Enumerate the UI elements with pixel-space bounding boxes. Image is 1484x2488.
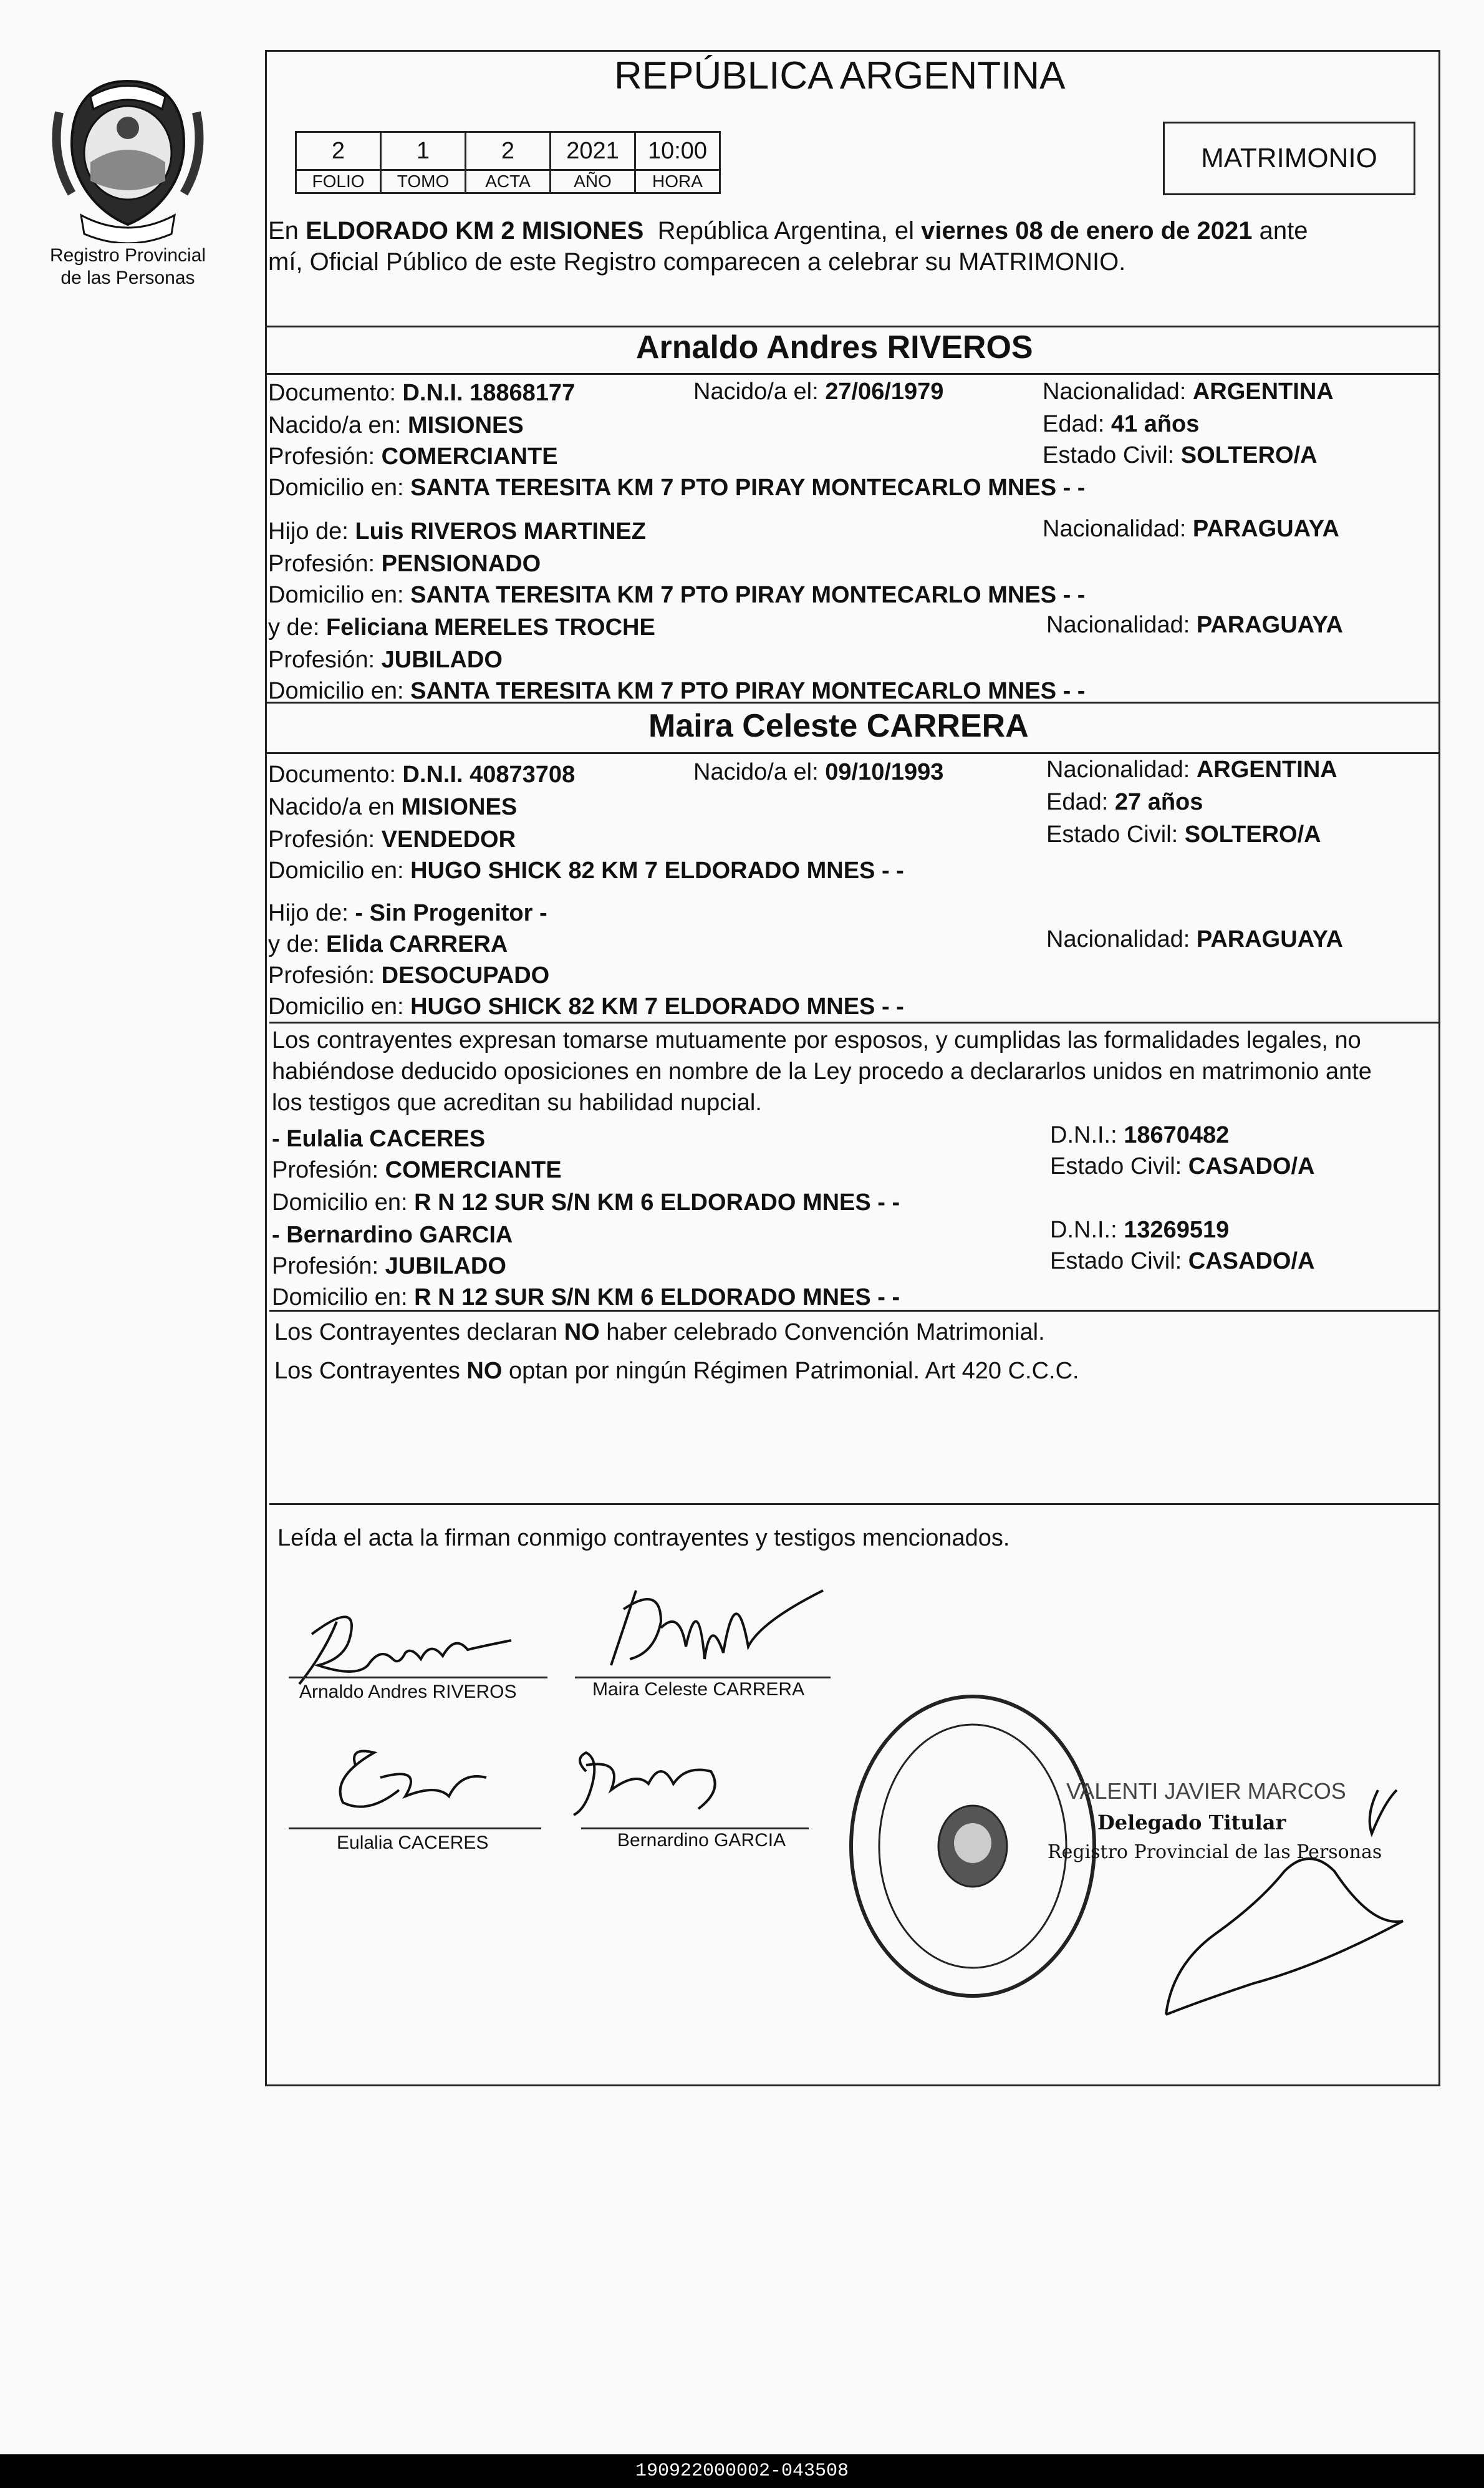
anio-value: 2021 (551, 132, 635, 170)
c2-madre-nacionalidad: Nacionalidad: PARAGUAYA (1046, 926, 1343, 952)
folio-label: FOLIO (296, 170, 381, 193)
intro-line-2: mí, Oficial Público de este Registro comparecen a celebrar su MATRIMONIO. (268, 248, 1126, 276)
document-barcode-footer: 190922000002-043508 (0, 2454, 1484, 2488)
c1-nacido-en: Nacido/a en: MISIONES (268, 412, 524, 438)
contrayente-1-name: Arnaldo Andres RIVEROS (636, 329, 1033, 365)
c1-nacido-el: Nacido/a el: 27/06/1979 (693, 379, 944, 405)
official-signature (1160, 1778, 1428, 2027)
c2-madre: y de: Elida CARRERA (268, 931, 508, 957)
c2-nacionalidad: Nacionalidad: ARGENTINA (1046, 757, 1337, 783)
c1-padre-profesion: Profesión: PENSIONADO (268, 551, 541, 577)
c1-padre-nacionalidad: Nacionalidad: PARAGUAYA (1043, 516, 1339, 542)
signature-line (289, 1827, 541, 1829)
declaracion-line-3: los testigos que acreditan su habilidad nupcial. (272, 1090, 762, 1116)
act-type-box: MATRIMONIO (1163, 122, 1415, 195)
divider (265, 326, 1440, 327)
closing-statement: Leída el acta la firman conmigo contrayentes y testigos mencionados. (277, 1525, 1010, 1551)
c1-madre-profesion: Profesión: JUBILADO (268, 647, 503, 673)
c2-padre: Hijo de: - Sin Progenitor - (268, 900, 547, 926)
c1-domicilio: Domicilio en: SANTA TERESITA KM 7 PTO PIRAY MONTECARLO MNES - - (268, 475, 1086, 501)
signature-line (289, 1677, 547, 1678)
c1-padre-domicilio: Domicilio en: SANTA TERESITA KM 7 PTO PIRAY MONTECARLO MNES - - (268, 582, 1086, 608)
c1-estado-civil: Estado Civil: SOLTERO/A (1043, 442, 1318, 468)
divider (265, 752, 1440, 754)
official-title: Delegado Titular (1097, 1811, 1286, 1834)
c2-domicilio: Domicilio en: HUGO SHICK 82 KM 7 ELDORADO MNES - - (268, 858, 904, 884)
testigo-2-estado-civil: Estado Civil: CASADO/A (1050, 1248, 1315, 1274)
declaracion-line-2: habiéndose deducido oposiciones en nombre de la Ley procedo a declararlos unidos en matrimonio ante (272, 1058, 1372, 1085)
convencion-line-1: Los Contrayentes declaran NO haber celebrado Convención Matrimonial. (274, 1319, 1045, 1345)
c2-nacido-en: Nacido/a en MISIONES (268, 794, 518, 820)
c1-padre: Hijo de: Luis RIVEROS MARTINEZ (268, 518, 646, 545)
signature-name-2: Maira Celeste CARRERA (592, 1679, 805, 1700)
c1-nacionalidad: Nacionalidad: ARGENTINA (1043, 379, 1334, 405)
province-seal-logo (47, 75, 209, 243)
country-title: REPÚBLICA ARGENTINA (614, 54, 1066, 97)
official-name: VALENTI JAVIER MARCOS (1066, 1778, 1346, 1804)
hora-label: HORA (635, 170, 720, 193)
folio-value: 2 (296, 132, 381, 170)
divider (269, 1022, 1440, 1024)
testigo-2-profesion: Profesión: JUBILADO (272, 1253, 506, 1279)
c1-profesion: Profesión: COMERCIANTE (268, 443, 558, 470)
c2-madre-domicilio: Domicilio en: HUGO SHICK 82 KM 7 ELDORADO MNES - - (268, 994, 904, 1020)
c1-madre-domicilio: Domicilio en: SANTA TERESITA KM 7 PTO PIRAY MONTECARLO MNES - - (268, 678, 1086, 704)
hora-value: 10:00 (635, 132, 720, 170)
signature-name-3: Eulalia CACERES (337, 1832, 489, 1853)
tomo-label: TOMO (381, 170, 466, 193)
signature-line (575, 1677, 831, 1678)
c1-documento: Documento: D.N.I. 18868177 (268, 380, 576, 406)
divider (269, 1503, 1440, 1505)
official-registry: Registro Provincial de las Personas (1048, 1841, 1382, 1863)
c1-madre-nacionalidad: Nacionalidad: PARAGUAYA (1046, 612, 1343, 638)
testigo-2-dni: D.N.I.: 13269519 (1050, 1217, 1230, 1243)
acta-label: ACTA (466, 170, 551, 193)
c2-estado-civil: Estado Civil: SOLTERO/A (1046, 821, 1321, 848)
c2-madre-profesion: Profesión: DESOCUPADO (268, 962, 550, 989)
testigo-1-domicilio: Domicilio en: R N 12 SUR S/N KM 6 ELDORADO MNES - - (272, 1189, 900, 1216)
intro-line-1: En ELDORADO KM 2 MISIONES República Argentina, el viernes 08 de enero de 2021 ante (268, 217, 1308, 244)
c2-edad: Edad: 27 años (1046, 789, 1203, 815)
reference-table (295, 131, 721, 194)
contrayente-2-name: Maira Celeste CARRERA (648, 708, 1029, 744)
convencion-line-2: Los Contrayentes NO optan por ningún Régimen Patrimonial. Art 420 C.C.C. (274, 1358, 1079, 1384)
signature-name-4: Bernardino GARCIA (617, 1830, 786, 1851)
testigo-1-dni: D.N.I.: 18670482 (1050, 1122, 1230, 1148)
c2-profesion: Profesión: VENDEDOR (268, 826, 516, 853)
tomo-value: 1 (381, 132, 466, 170)
testigo-2-name: - Bernardino GARCIA (272, 1222, 513, 1248)
anio-label: AÑO (551, 170, 635, 193)
signature-line (581, 1827, 809, 1829)
declaracion-line-1: Los contrayentes expresan tomarse mutuamente por esposos, y cumplidas las formalidades legales, no (272, 1027, 1361, 1053)
acta-value: 2 (466, 132, 551, 170)
c1-edad: Edad: 41 años (1043, 411, 1200, 437)
c2-nacido-el: Nacido/a el: 09/10/1993 (693, 759, 944, 785)
testigo-1-name: - Eulalia CACERES (272, 1126, 486, 1152)
c1-madre: y de: Feliciana MERELES TROCHE (268, 614, 655, 641)
registry-label: Registro Provincial de las Personas (49, 245, 206, 288)
c2-documento: Documento: D.N.I. 40873708 (268, 762, 576, 788)
handwritten-signatures (274, 1572, 860, 1871)
divider (265, 373, 1440, 375)
signature-name-1: Arnaldo Andres RIVEROS (299, 1682, 517, 1702)
testigo-1-estado-civil: Estado Civil: CASADO/A (1050, 1153, 1315, 1179)
testigo-1-profesion: Profesión: COMERCIANTE (272, 1157, 562, 1183)
testigo-2-domicilio: Domicilio en: R N 12 SUR S/N KM 6 ELDORADO MNES - - (272, 1284, 900, 1310)
